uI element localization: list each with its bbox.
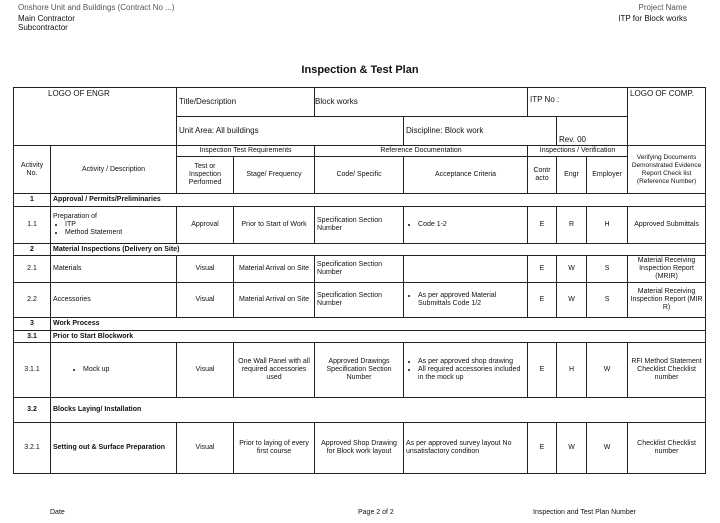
stage-frequency: Prior to Start of Work <box>234 207 315 244</box>
activity-description <box>51 343 177 398</box>
col-activity-no: Activity No. <box>14 146 51 194</box>
test-type: Visual <box>177 343 234 398</box>
acceptance-criteria: As per approved survey layout No unsatisfactory condition <box>404 423 528 474</box>
itp-no-label: ITP No : <box>528 88 628 117</box>
col-contractor: Contr acto <box>528 157 557 194</box>
contractor-code: E <box>528 343 557 398</box>
activity-item: • Method Statement <box>65 229 174 237</box>
subsection-row <box>14 398 706 423</box>
activity-item: • Mock up <box>83 366 174 374</box>
col-acceptance: Acceptance Criteria <box>404 157 528 194</box>
verifying-document: Material Receiving Inspection Report (MRIR) <box>628 256 706 283</box>
code-spec: Specification Section Number <box>315 256 404 283</box>
contractor-code: E <box>528 207 557 244</box>
title-description-label: Title/Description <box>177 88 315 117</box>
activity-intro: Preparation of <box>53 213 97 220</box>
test-type: Approval <box>177 207 234 244</box>
activity-description: Materials <box>51 256 177 283</box>
acceptance-criteria <box>404 207 528 244</box>
row-number: 3.2.1 <box>14 423 51 474</box>
acceptance-criteria <box>404 343 528 398</box>
row-number: 1 <box>14 194 51 207</box>
stage-frequency: Prior to laying of every first course <box>234 423 315 474</box>
table-row <box>14 207 706 244</box>
table-row <box>14 343 706 398</box>
itp-table <box>13 87 706 474</box>
col-activity-desc: Activity / Description <box>51 146 177 194</box>
employer-code: S <box>587 283 628 318</box>
test-type: Visual <box>177 256 234 283</box>
itp-for-label: ITP for Block works <box>618 14 687 23</box>
acceptance-item: • All required accessories included in the mock up <box>418 366 525 382</box>
verifying-document: Approved Submittals <box>628 207 706 244</box>
col-insp-verif: Inspections / Verification <box>528 146 628 157</box>
activity-description <box>51 207 177 244</box>
code-spec: Approved Drawings Specification Section Number <box>315 343 404 398</box>
row-number: 3.1 <box>14 331 51 343</box>
stage-frequency: One Wall Panel with all required accessories used <box>234 343 315 398</box>
page-title: Inspection & Test Plan <box>301 64 419 76</box>
title-description-value: Block works <box>315 88 528 117</box>
contractor-code: E <box>528 423 557 474</box>
unit-area: Unit Area: All buildings <box>177 117 404 146</box>
logo-comp: LOGO OF COMP. <box>628 88 706 146</box>
col-engr: Engr <box>557 157 587 194</box>
row-number: 3.2 <box>14 398 51 423</box>
engr-code: W <box>557 283 587 318</box>
acceptance-criteria <box>404 283 528 318</box>
footer-date: Date <box>50 509 65 516</box>
acceptance-item: • As per approved shop drawing <box>418 358 525 366</box>
col-test-performed: Test or Inspection Performed <box>177 157 234 194</box>
acceptance-item: • As per approved Material Submittals Code 1/2 <box>418 292 525 308</box>
discipline: Discipline: Block work <box>404 117 557 146</box>
acceptance-criteria <box>404 256 528 283</box>
row-number: 1.1 <box>14 207 51 244</box>
code-spec: Specification Section Number <box>315 207 404 244</box>
activity-item: • ITP <box>65 221 174 229</box>
project-name-label: Project Name <box>638 3 687 12</box>
section-title: Work Process <box>51 318 706 331</box>
col-employer: Employer <box>587 157 628 194</box>
col-verifying-docs: Verifying Documents Demonstrated Evidence Report Check list (Reference Number) <box>628 146 706 194</box>
col-code-spec: Code/ Specific <box>315 157 404 194</box>
table-row <box>14 283 706 318</box>
acceptance-item: • Code 1-2 <box>418 221 525 229</box>
code-spec: Specification Section Number <box>315 283 404 318</box>
engr-code: H <box>557 343 587 398</box>
subcontractor-label: Subcontractor <box>18 23 68 32</box>
subsection-row <box>14 331 706 343</box>
table-row <box>14 423 706 474</box>
stage-frequency: Material Arrival on Site <box>234 283 315 318</box>
row-number: 3.1.1 <box>14 343 51 398</box>
employer-code: S <box>587 256 628 283</box>
revision: Rev. 00 <box>557 117 706 146</box>
engr-code: W <box>557 423 587 474</box>
section-title: Approval / Permits/Preliminaries <box>51 194 706 207</box>
row-number: 3 <box>14 318 51 331</box>
activity-description: Accessories <box>51 283 177 318</box>
subsection-title: Blocks Laying/ Installation <box>51 398 706 423</box>
employer-code: W <box>587 343 628 398</box>
main-contractor-label: Main Contractor <box>18 14 75 23</box>
table-row <box>14 256 706 283</box>
row-number: 2.1 <box>14 256 51 283</box>
logo-engr: LOGO OF ENGR <box>14 88 177 146</box>
activity-description: Setting out & Surface Preparation <box>51 423 177 474</box>
verifying-document: RFI Method Statement Checklist Checklist number <box>628 343 706 398</box>
col-inspection-req: Inspection Test Requirements <box>177 146 315 157</box>
section-row <box>14 194 706 207</box>
row-number: 2 <box>14 244 51 256</box>
footer-plan-number: Inspection and Test Plan Number <box>533 509 636 516</box>
employer-code: H <box>587 207 628 244</box>
subsection-title: Prior to Start Blockwork <box>51 331 706 343</box>
section-row <box>14 318 706 331</box>
contract-line: Onshore Unit and Buildings (Contract No ...) <box>18 3 175 12</box>
section-title: Material Inspections (Delivery on Site) <box>51 244 706 256</box>
col-reference-doc: Reference Documentation <box>315 146 528 157</box>
contractor-code: E <box>528 256 557 283</box>
footer-page: Page 2 of 2 <box>358 509 394 516</box>
col-stage-freq: Stage/ Frequency <box>234 157 315 194</box>
stage-frequency: Material Arrival on Site <box>234 256 315 283</box>
verifying-document: Checklist Checklist number <box>628 423 706 474</box>
employer-code: W <box>587 423 628 474</box>
verifying-document: Material Receiving Inspection Report (MIR R) <box>628 283 706 318</box>
section-row <box>14 244 706 256</box>
test-type: Visual <box>177 283 234 318</box>
engr-code: R <box>557 207 587 244</box>
test-type: Visual <box>177 423 234 474</box>
row-number: 2.2 <box>14 283 51 318</box>
code-spec: Approved Shop Drawing for Block work layout <box>315 423 404 474</box>
contractor-code: E <box>528 283 557 318</box>
engr-code: W <box>557 256 587 283</box>
